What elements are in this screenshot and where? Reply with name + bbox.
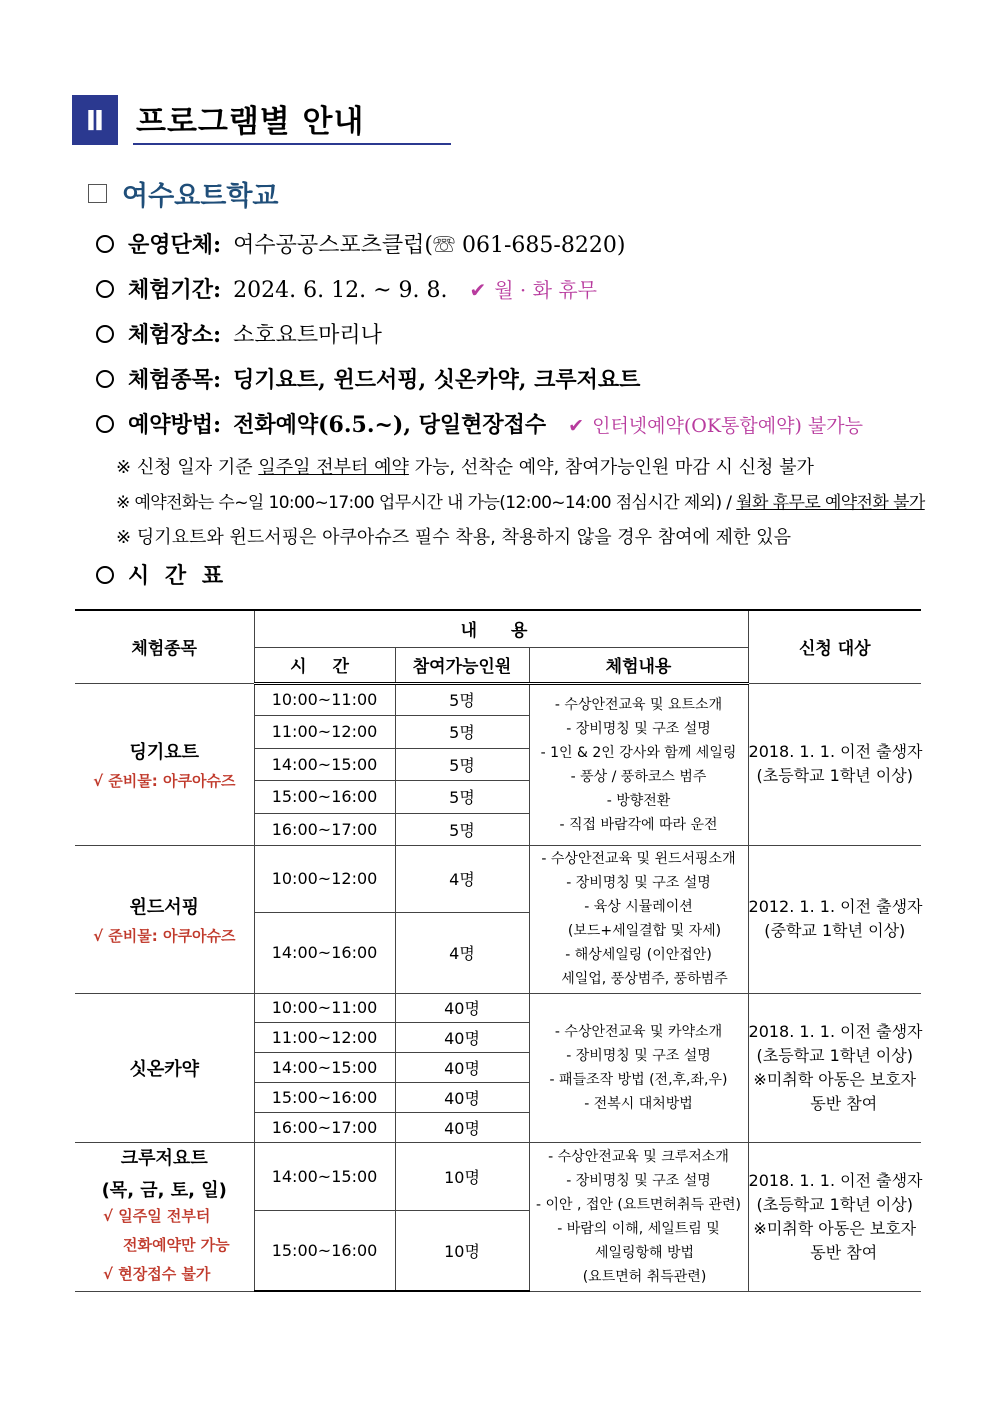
prep-note: √ 준비물: 아쿠아슈즈 (93, 771, 236, 790)
schedule-table (75, 609, 921, 1292)
prep-note: √ 일주일 전부터 전화예약만 가능 √ 현장접수 불가 (103, 1207, 230, 1283)
info-label: 체험기간: (128, 277, 222, 303)
info-value: 여수공공스포츠클럽(☏ 061-685-8220) (233, 233, 626, 258)
info-value: 소호요트마리나 (233, 323, 382, 348)
capacity-cell: 40명 (395, 993, 529, 1022)
header-content-group: 내 용 (254, 610, 748, 647)
details-cell: - 수상안전교육 및 크루저소개 - 장비명칭 및 구조 설명 - 이안 , 접안 (요트면허취득 관련) - 바람의 이해, 세일트림 및 세일링항해 방법 (요트면허 취득관련) (529, 1142, 748, 1291)
circle-bullet-icon (96, 370, 114, 388)
checkmark-icon: ✔ (469, 278, 487, 302)
info-label: 운영단체: (128, 232, 222, 258)
details-cell: - 수상안전교육 및 윈드서핑소개 - 장비명칭 및 구조 설명 - 육상 시뮬레이션 (보드+세일결합 및 자세) - 해상세일링 (이안접안) 세일업, 풍상범주, 풍하범주 (529, 845, 748, 993)
info-value: 전화예약(6.5.~), 당일현장접수 (233, 412, 547, 438)
details-cell: - 수상안전교육 및 카약소개 - 장비명칭 및 구조 설명 - 패들조작 방법 (전,후,좌,우) - 전복시 대처방법 (529, 993, 748, 1142)
time-cell: 14:00~15:00 (254, 1052, 395, 1082)
capacity-cell: 5명 (395, 748, 529, 780)
activity-name: 싯온카약 (129, 1058, 200, 1080)
details-cell: - 수상안전교육 및 요트소개 - 장비명칭 및 구조 설명 - 1인 & 2인 강사와 함께 세일링 - 풍상 / 풍하코스 범주 - 방향전환 - 직접 바람각에 따라 운전 (529, 683, 748, 845)
time-cell: 16:00~17:00 (254, 1112, 395, 1142)
checkmark-icon: ✔ (568, 415, 585, 437)
capacity-cell: 40명 (395, 1022, 529, 1052)
header-capacity: 참여가능인원 (395, 647, 529, 683)
time-cell: 10:00~11:00 (254, 993, 395, 1022)
capacity-cell: 5명 (395, 780, 529, 813)
table-row (75, 993, 921, 1022)
target-cell: 2018. 1. 1. 이전 출생자 (초등학교 1학년 이상) ※미취학 아동은 보호자 동반 참여 (748, 1142, 921, 1291)
target-cell: 2018. 1. 1. 이전 출생자 (초등학교 1학년 이상) ※미취학 아동은 보호자 동반 참여 (748, 993, 921, 1142)
activity-days: (목, 금, 토, 일) (101, 1180, 227, 1201)
time-cell: 14:00~16:00 (254, 912, 395, 993)
online-reservation-note: ✔ 인터넷예약(OK통합예약) 불가능 (568, 415, 863, 437)
capacity-cell: 40명 (395, 1052, 529, 1082)
capacity-cell: 10명 (395, 1142, 529, 1210)
capacity-cell: 4명 (395, 912, 529, 993)
header-category: 체험종목 (75, 610, 254, 683)
activity-name: 딩기요트 (129, 741, 200, 763)
activity-name: 윈드서핑 (129, 896, 200, 918)
capacity-cell: 40명 (395, 1112, 529, 1142)
time-cell: 15:00~16:00 (254, 1210, 395, 1291)
time-cell: 10:00~12:00 (254, 845, 395, 912)
section-title-underline (133, 143, 451, 145)
section-title: 프로그램별 안내 (136, 104, 365, 140)
time-cell: 10:00~11:00 (254, 683, 395, 715)
time-cell: 16:00~17:00 (254, 813, 395, 845)
time-cell: 15:00~16:00 (254, 780, 395, 813)
capacity-cell: 10명 (395, 1210, 529, 1291)
target-cell: 2012. 1. 1. 이전 출생자 (중학교 1학년 이상) (748, 845, 921, 993)
checkbox-square-icon (88, 184, 107, 203)
header-time: 시 간 (254, 647, 395, 683)
note-1: ※ 신청 일자 기준 일주일 전부터 예약 가능, 선착순 예약, 참여가능인원 마감 시 신청 불가 (116, 457, 814, 478)
circle-bullet-icon (96, 325, 114, 343)
note-2: ※ 예약전화는 수~일 10:00~17:00 업무시간 내 가능(12:00~14:00 점심시간 제외) / 월화 휴무로 예약전화 불가 (116, 493, 925, 513)
table-row (75, 845, 921, 912)
info-label: 체험종목: (128, 367, 222, 393)
activity-cell-dinghy (75, 683, 254, 845)
activity-cell-kayak (75, 993, 254, 1142)
header-target: 신청 대상 (748, 610, 921, 683)
subsection-title: 여수요트학교 (122, 181, 279, 212)
info-reservation (96, 408, 863, 439)
capacity-cell: 5명 (395, 715, 529, 748)
activity-cell-windsurf (75, 845, 254, 993)
capacity-cell: 4명 (395, 845, 529, 912)
info-period (96, 273, 597, 304)
info-label: 예약방법: (128, 412, 222, 438)
time-cell: 14:00~15:00 (254, 1142, 395, 1210)
closed-days-note: ✔ 월 · 화 휴무 (469, 278, 597, 302)
time-cell: 15:00~16:00 (254, 1082, 395, 1112)
capacity-cell: 5명 (395, 683, 529, 715)
circle-bullet-icon (96, 415, 114, 433)
time-cell: 11:00~12:00 (254, 715, 395, 748)
capacity-cell: 5명 (395, 813, 529, 845)
note-3: ※ 딩기요트와 윈드서핑은 아쿠아슈즈 필수 착용, 착용하지 않을 경우 참여에 제한 있음 (116, 527, 791, 548)
table-row (75, 1142, 921, 1210)
info-value: 2024. 6. 12. ~ 9. 8. (233, 278, 448, 303)
header-details: 체험내용 (529, 647, 748, 683)
circle-bullet-icon (96, 235, 114, 253)
time-cell: 11:00~12:00 (254, 1022, 395, 1052)
target-cell: 2018. 1. 1. 이전 출생자 (초등학교 1학년 이상) (748, 683, 921, 845)
time-cell: 14:00~15:00 (254, 748, 395, 780)
info-activities (96, 363, 640, 394)
info-organizer (96, 228, 625, 259)
circle-bullet-icon (96, 280, 114, 298)
table-header-row (75, 610, 921, 647)
activity-name: 크루저요트 (120, 1148, 208, 1169)
timetable-heading: 시 간 표 (96, 559, 239, 590)
prep-note: √ 준비물: 아쿠아슈즈 (93, 926, 236, 945)
capacity-cell: 40명 (395, 1082, 529, 1112)
table-row (75, 683, 921, 715)
circle-bullet-icon (96, 566, 114, 584)
info-location (96, 318, 382, 349)
activity-cell-cruiser (75, 1142, 254, 1291)
info-label: 체험장소: (128, 322, 222, 348)
section-number-badge: Ⅱ (72, 95, 118, 145)
info-value: 딩기요트, 윈드서핑, 싯온카약, 크루저요트 (233, 367, 641, 393)
